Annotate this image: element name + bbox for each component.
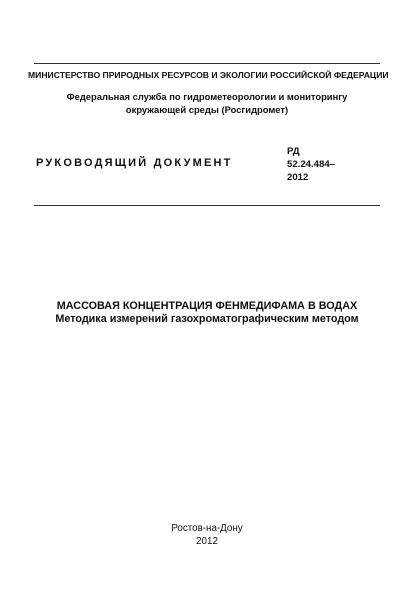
title-main: МАССОВАЯ КОНЦЕНТРАЦИЯ ФЕНМЕДИФАМА В ВОДАХ <box>56 300 358 312</box>
service-name-line-1: Федеральная служба по гидрометеорологии и мониторингу <box>66 91 348 102</box>
publication-info <box>107 522 307 548</box>
middle-divider <box>34 205 380 206</box>
top-divider <box>34 63 380 64</box>
document-title <box>20 300 394 326</box>
document-code <box>287 145 335 184</box>
title-subtitle: Методика измерений газохроматографическим методом <box>55 313 359 325</box>
document-code-line-2: 52.24.484– <box>287 159 336 170</box>
publication-year: 2012 <box>196 536 218 547</box>
document-type: РУКОВОДЯЩИЙ ДОКУМЕНТ <box>36 157 233 169</box>
document-code-line-1: РД <box>287 146 300 157</box>
service-name-line-2: окружающей среды (Росгидромет) <box>125 104 289 115</box>
document-code-line-3: 2012 <box>287 172 309 183</box>
ministry-name: МИНИСТЕРСТВО ПРИРОДНЫХ РЕСУРСОВ И ЭКОЛОГИИ РОССИЙСКОЙ ФЕДЕРАЦИИ <box>28 70 389 80</box>
publication-city: Ростов-на-Дону <box>171 523 243 534</box>
service-name <box>34 90 380 116</box>
